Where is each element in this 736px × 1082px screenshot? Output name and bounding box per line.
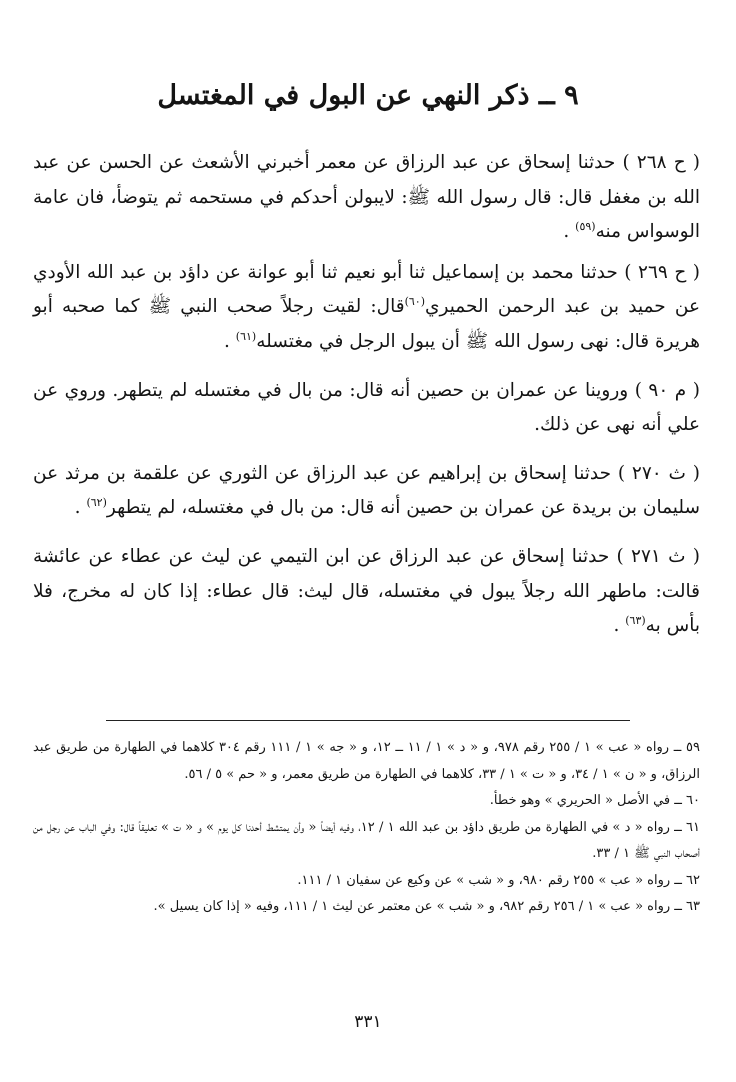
athar-paragraph-271: [33, 540, 700, 644]
paragraph-end: .: [74, 497, 81, 519]
paragraph-end: .: [613, 615, 620, 637]
issue-paragraph-90: [33, 374, 700, 443]
paragraph-end: .: [563, 221, 570, 243]
chapter-title: ٩ ــ ذكر النهي عن البول في المغتسل: [157, 80, 579, 111]
footnote-ref-61: (٦١): [235, 329, 257, 343]
athar-paragraph-270: [33, 457, 700, 526]
footnotes: [33, 735, 700, 921]
paragraph-text: ( ث ٢٧١ ) حدثنا إسحاق عن عبد الرزاق عن ابن التيمي عن ليث عن عطاء عن عائشة قالت: ماطهر الله رجلاً يبول في مغتسله، قال ليث: قال عطاء: إذا كان له مخرج، فلا بأس به: [33, 545, 700, 637]
footnote-62: ٦٢ ــ رواه « عب » ٢٥٥ رقم ٩٨٠، و « شب » عن وكيع عن سفيان ١ / ١١١.: [297, 872, 700, 888]
footnote-ref-60: (٦٠): [404, 295, 425, 309]
paragraph-text: ( م ٩٠ ) وروينا عن عمران بن حصين أنه قال: من بال في مغتسله لم يتطهر. وروي عن علي أنه نهى عن ذلك.: [33, 379, 700, 436]
paragraph-text: ( ث ٢٧٠ ) حدثنا إسحاق بن إبراهيم عن عبد الرزاق عن الثوري عن علقمة بن مرثد عن سليمان بن بريدة عن عمران بن حصين أنه قال: من بال في مغتسله، لم يتطهر: [33, 462, 700, 519]
main-text: [33, 146, 700, 644]
page-number: ٣٣١: [354, 1012, 382, 1032]
footnote-63: ٦٣ ــ رواه « عب » ١ / ٢٥٦ رقم ٩٨٢، و « شب » عن معتمر عن ليث ١ / ١١١، وفيه « إذا كان يسيل ».: [153, 899, 700, 914]
footnote-ref-63: (٦٣): [625, 613, 646, 627]
hadith-paragraph-268: [33, 146, 700, 250]
footnote-61: ٦١ ــ رواه « د » في الطهارة من طريق داؤد بن عبد الله ١ / ١٢، وفيه أيضاً « وأن يمتشط أحدنا كل يوم » و « ت » تعليقاً قال: وفي الباب عن رجل من أصحاب النبي ﷺ ١ / ٣٣.: [33, 819, 700, 861]
hadith-paragraph-269: [33, 256, 700, 360]
footnote-60: ٦٠ ــ في الأصل « الحريري » وهو خطأ.: [489, 793, 700, 808]
footnote-divider: [106, 720, 630, 721]
paragraph-text-continued: قال: لقيت رجلاً صحب النبي ﷺ كما صحبه أبو هريرة قال: نهى رسول الله ﷺ أن يبول الرجل في مغتسله: [33, 296, 700, 352]
paragraph-end: .: [224, 330, 230, 352]
footnote-59: ٥٩ ــ رواه « عب » ١ / ٢٥٥ رقم ٩٧٨، و « د » ١ / ١١ ــ ١٢، و « جه » ١ / ١١١ رقم ٣٠٤ كلاهما في الطهارة من طريق عبد الرزاق، و « ن » ١ / ٣٤، و « ت » ١ / ٣٣، كلاهما في الطهارة من طريق معمر، و « حم » ٥ / ٥٦.: [33, 740, 700, 782]
footnote-ref-62: (٦٢): [86, 496, 107, 510]
paragraph-text: ( ح ٢٦٨ ) حدثنا إسحاق عن عبد الرزاق عن معمر أخبرني الأشعث عن الحسن عن عبد الله بن مغفل قال: قال رسول الله ﷺ: لايبولن أحدكم في مستحمه ثم يتوضأ، فان عامة الوسواس منه: [33, 152, 700, 243]
footnote-ref-59: (٥٩): [575, 220, 596, 234]
paragraph-text: ( ح ٢٦٩ ) حدثنا محمد بن إسماعيل ثنا أبو نعيم ثنا أبو عوانة عن داؤد بن عبد الله الأودي عن حميد بن عبد الرحمن الحميري: [33, 261, 700, 318]
